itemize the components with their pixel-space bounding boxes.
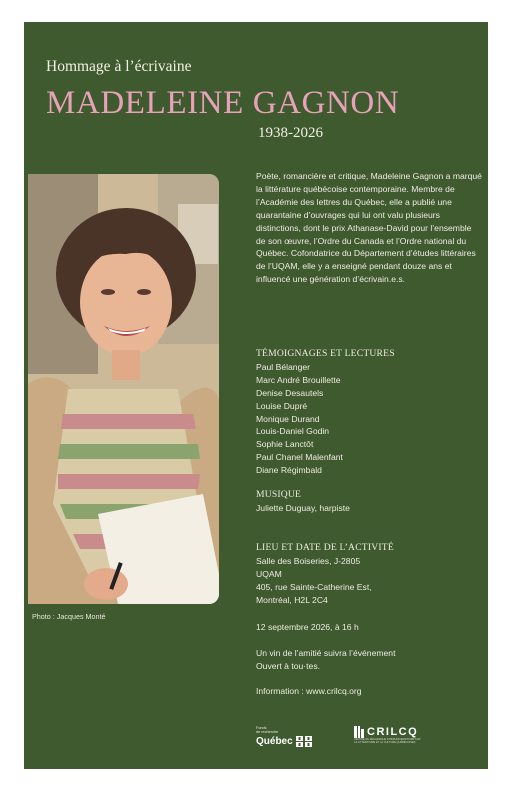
- music-performer: Juliette Duguay, harpiste: [256, 502, 350, 513]
- venue-line: UQAM: [256, 568, 282, 579]
- fleur-de-lis-icon: [296, 736, 312, 747]
- crilcq-mark-icon: [354, 726, 364, 738]
- frq-logo-line: Fonds: [256, 726, 267, 730]
- kicker-text: Hommage à l’écrivaine: [46, 58, 192, 75]
- music-heading: MUSIQUE: [256, 489, 302, 500]
- wine-note: Un vin de l’amitié suivra l’événement: [256, 648, 396, 658]
- list-item: Marc André Brouillette: [256, 374, 341, 385]
- frq-logo-line: de recherche: [256, 730, 279, 735]
- list-item: Paul Bélanger: [256, 361, 310, 372]
- venue-line: Salle des Boiseries, J-2805: [256, 555, 361, 566]
- venue-heading: LIEU ET DATE DE L’ACTIVITÉ: [256, 542, 394, 553]
- testimonies-section: [256, 348, 395, 477]
- writer-name: MADELEINE GAGNON: [46, 85, 400, 121]
- event-date: 12 septembre 2026, à 16 h: [256, 622, 359, 632]
- venue-line: Montréal, H2L 2C4: [256, 594, 328, 605]
- list-item: Sophie Lanctôt: [256, 439, 314, 450]
- crilcq-logo-word: CRILCQ: [367, 726, 419, 738]
- life-years: 1938-2026: [258, 125, 323, 141]
- crilcq-logo: [354, 726, 424, 758]
- info-link[interactable]: Information : www.crilcq.org: [256, 686, 362, 696]
- biography-text: Poète, romancière et critique, Madeleine Gagnon a marqué la littérature québécoise contemporaine. Membre de l’Académie des lettres du Québec, elle a publié une quarantaine d’ouvrages qui lui ont valu plusieurs distinctions, dont le prix Athanase-David pour l’ensemble de son œuvre, l’Ordre du Canada et l’Ordre national du Québec. Cofondatrice du Département d’études littéraires de l’UQAM, elle y a enseigné pendant douze ans et influencé une génération d’écrivain.e.s.: [256, 171, 482, 285]
- photo-credit: Photo : Jacques Monté: [32, 612, 106, 621]
- list-item: Louis-Daniel Godin: [256, 426, 330, 437]
- venue-section: [256, 542, 394, 607]
- notes-section: [256, 647, 395, 673]
- open-note: Ouvert à tou·tes.: [256, 660, 321, 671]
- testimonies-list: [256, 361, 395, 477]
- frq-logo-word: Québec: [256, 736, 293, 748]
- crilcq-logo-subtitle: CENTRE DE RECHERCHE INTERUNIVERSITAIRE SUR LA LITTÉRATURE ET LA CULTURE QUÉBÉCOISES: [354, 738, 421, 744]
- list-item: Monique Durand: [256, 413, 320, 424]
- testimonies-heading: TÉMOIGNAGES ET LECTURES: [256, 348, 395, 359]
- list-item: Paul Chanel Malenfant: [256, 452, 343, 463]
- portrait-photo: [28, 174, 219, 604]
- frq-logo: [256, 726, 312, 758]
- venue-line: 405, rue Sainte-Catherine Est,: [256, 581, 372, 592]
- list-item: Louise Dupré: [256, 400, 308, 411]
- list-item: Diane Régimbald: [256, 465, 322, 476]
- list-item: Denise Desautels: [256, 387, 324, 398]
- poster: [24, 22, 488, 769]
- music-section: [256, 489, 350, 515]
